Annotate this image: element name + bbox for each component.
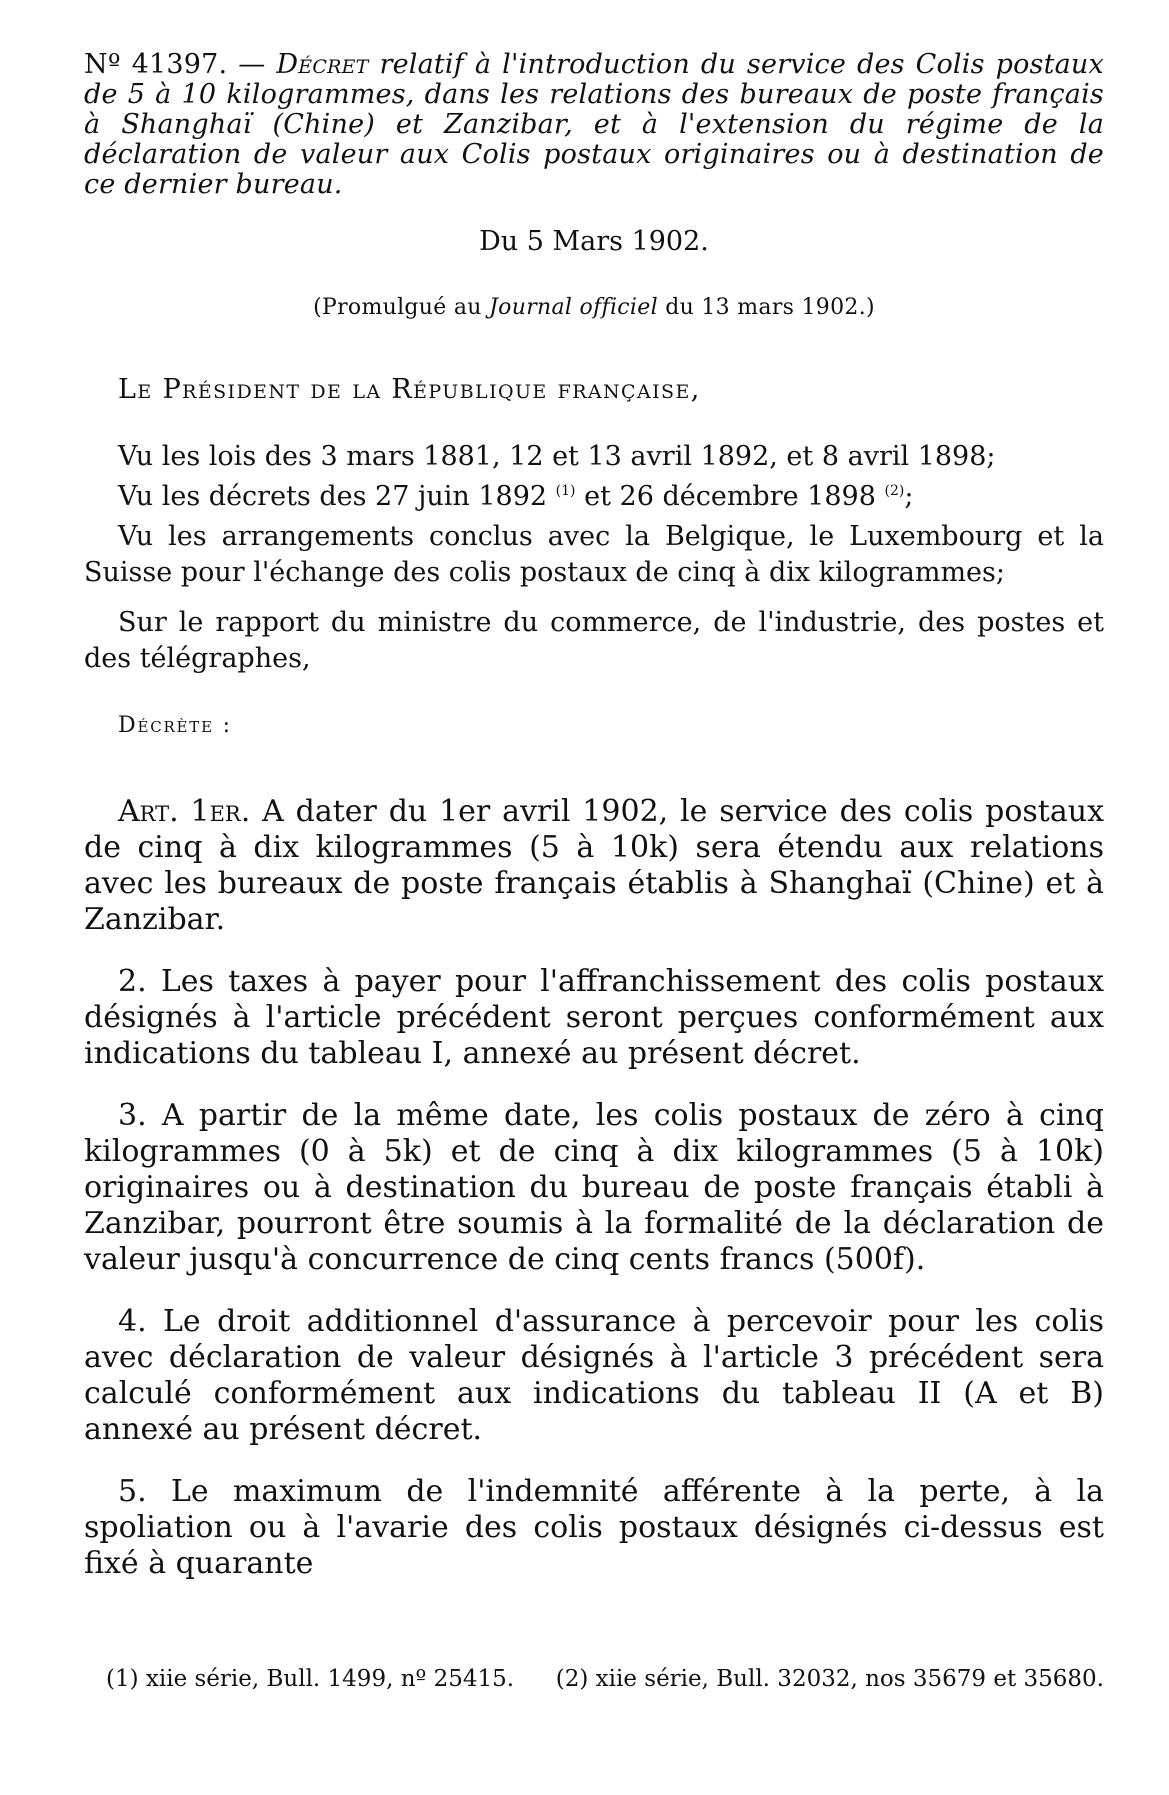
title-text: relatif à l'introduction du service des Colis postaux de 5 à 10 kilogrammes, dans les relations des bureaux de poste français à Shanghaï (Chine) et Zanzibar, et à l'extension du régime de la déclaration de valeur aux Colis postaux originaires ou à destination de ce dernier bureau. — [84, 49, 1104, 200]
document-page — [84, 49, 1104, 1692]
promulgation-note — [84, 295, 1104, 320]
president-heading: Le Président de la République française, — [118, 374, 701, 405]
decree-title — [84, 50, 1104, 200]
article-1-text: A dater du 1er avril 1902, le service des colis postaux de cinq à dix kilogrammes (5 à 10k) sera étendu aux relations avec les bureaux de poste français établis à Shanghaï (Chine) et à Zanzibar. — [84, 794, 1104, 937]
promulgation-after: du 13 mars 1902.) — [665, 295, 875, 320]
decrets-text-c: ; — [904, 481, 914, 512]
footnote-ref-1: (1) — [555, 483, 576, 499]
decrete-heading: Décrète : — [118, 713, 232, 738]
footnote-1: (1) xiie série, Bull. 1499, nº 25415. — [106, 1666, 515, 1692]
decrets-text-b: et 26 décembre 1898 — [584, 481, 876, 512]
considerant-lois: Vu les lois des 3 mars 1881, 12 et 13 avril 1892, et 8 avril 1898; — [118, 441, 996, 472]
footnotes — [84, 1666, 1104, 1692]
article-2: 2. Les taxes à payer pour l'affranchissement des colis postaux désignés à l'article précédent seront perçues conformément aux indications du tableau I, annexé au présent décret. — [84, 964, 1104, 1071]
considerant-decrets — [84, 479, 1104, 515]
article-1 — [84, 794, 1104, 938]
considerant-arrangements: Vu les arrangements conclus avec la Belgique, le Luxembourg et la Suisse pour l'échange des colis postaux de cinq à dix kilogrammes; — [84, 521, 1104, 588]
article-3: 3. A partir de la même date, les colis postaux de zéro à cinq kilogrammes (0 à 5k) et de cinq à dix kilogrammes (5 à 10k) originaires ou à destination du bureau de poste français établi à Zanzibar, pourront être soumis à la formalité de la déclaration de valeur jusqu'à concurrence de cinq cents francs (500f). — [84, 1098, 1104, 1277]
decree-date: Du 5 Mars 1902. — [479, 226, 709, 257]
decret-label: Décret — [276, 49, 369, 80]
article-5: 5. Le maximum de l'indemnité afférente à la perte, à la spoliation ou à l'avarie des colis postaux désignés ci-dessus est fixé à quarante — [84, 1474, 1104, 1581]
journal-officiel: Journal officiel — [489, 295, 658, 320]
promulgation-before: (Promulgué au — [313, 295, 482, 320]
footnote-2: (2) xiie série, Bull. 32032, nos 35679 et 35680. — [555, 1666, 1104, 1692]
title-dash: — — [238, 49, 266, 80]
decree-number: Nº 41397. — [84, 49, 228, 80]
footnote-ref-2: (2) — [884, 483, 905, 499]
considerant-rapport: Sur le rapport du ministre du commerce, de l'industrie, des postes et des télégraphes, — [84, 607, 1104, 674]
decrets-text-a: Vu les décrets des 27 juin 1892 — [118, 481, 548, 512]
article-4: 4. Le droit additionnel d'assurance à percevoir pour les colis avec déclaration de valeur désignés à l'article 3 précédent sera calculé conformément aux indications du tableau II (A et B) annexé au présent décret. — [84, 1304, 1104, 1447]
article-1-label: Art. 1er. — [118, 794, 251, 829]
